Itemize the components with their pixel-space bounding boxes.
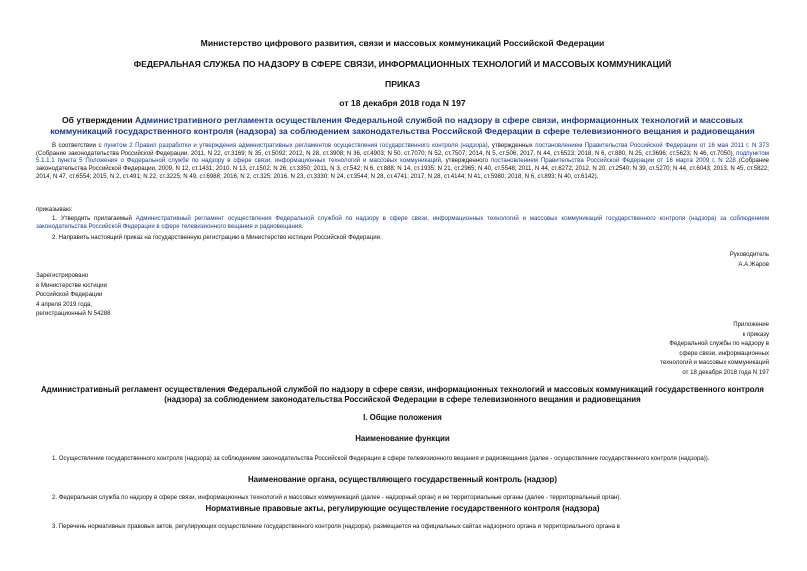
registration-line: в Министерстве юстиции [36, 281, 107, 289]
registration-line: Российской Федерации [36, 291, 103, 299]
reglament-link[interactable]: Административный регламент осуществления Федеральной службой по надзору в сфере связи, информационных технологий и массовых коммуникаций государственного контроля (надзора) за соблюдением законодательства Российской Федерации в сфере телевизионного вещания и радиовещания [36, 215, 770, 230]
rules-link[interactable]: пунктом 2 Правил разработки и утверждения административных регламентов осуществления государственного контроля (надзора) [104, 142, 488, 149]
date-number: от 18 декабря 2018 года N 197 [339, 98, 466, 108]
registration-block [36, 271, 111, 319]
preamble-text-4: , утвержденного [440, 157, 491, 165]
appendix-line: к приказу [742, 330, 769, 338]
item-2: 2. Направить настоящий приказ на государственную регистрацию в Министерство юстиции Российской Федерации. [52, 234, 382, 241]
item-1-suffix: . [301, 222, 304, 230]
reglament-title-link[interactable]: Административного регламента осуществления Федеральной службой по надзору в сфере связи, информационных технологий и массовых коммуникаций государственного контроля (надзора) за соблюдением законодательства Российской Федерации в сфере телевизионного вещания и радиовещания [50, 115, 755, 136]
resolution-373-link[interactable]: постановлением Правительства Российской Федерации от 16 мая 2011 г. N 373 [535, 142, 770, 149]
order-title-prefix: Об утверждении [61, 115, 136, 125]
resolution-228-link[interactable]: постановлением Правительства Российской Федерации от 16 марта 2009 г. N 228 [490, 157, 736, 165]
paragraph-2: 2. Федеральная служба по надзору в сфере связи, информационных технологий и массовых коммуникаций (далее - надзорный орган) и ее территориальные органы (далее - территориальный орган). [52, 494, 622, 501]
registration-line: регистрационный N 54288 [36, 310, 111, 318]
paragraph-1: 1. Осуществление государственного контроля (надзора) за соблюдением законодательства Российской Федерации в сфере телевизионного вещания и радиовещания (далее - осуществление государственного контроля (надзора)). [52, 455, 710, 462]
appendix-block [660, 320, 769, 378]
signature-name: А.А.Жаров [738, 260, 769, 268]
preamble-paragraph [36, 142, 769, 181]
signature-block [730, 250, 769, 269]
preamble-text-3: (Собрание законодательства Российской Федерации, 2011, N 22, ст.3169; N 35, ст.5092; 2012, N 28, ст.3908; N 36, ст.4903; N 50, ст.7070; N 52, ст.7507; 2014, N 5, ст.506; 2017, N 44, ст.6523; 2018, N 6, ст.880, N 25, ст.3696; ст.5623; N 46, ст.7050), [36, 149, 737, 157]
regulation-clause-link[interactable]: подпунктом 5.1.1.1 пункта 5 Положения о Федеральной службе по надзору в сфере связи, информационных технологий и массовых коммуникаций [36, 149, 769, 165]
appendix-line: Приложение [733, 321, 769, 328]
appendix-line: сфере связи, информационных [679, 349, 769, 357]
body-heading: Наименование органа, осуществляющего государственный контроль (надзор) [247, 475, 558, 484]
appendix-line: от 18 декабря 2018 года N 197 [682, 368, 769, 376]
paragraph-3: 3. Перечень нормативных правовых актов, регулирующих осуществление государственного контроля (надзора), размещается на официальных сайтах надзорного органа и территориального органа в [52, 523, 620, 530]
registration-line: 4 апреля 2019 года, [36, 300, 93, 308]
appendix-line: Федеральной службы по надзору в [669, 340, 769, 348]
signature-role: Руководитель [729, 251, 769, 258]
item-1 [36, 215, 769, 230]
registration-line: Зарегистрировано [36, 272, 89, 279]
order-word: приказываю: [36, 206, 73, 213]
preamble-text-1: В соответствии с [52, 142, 105, 149]
section-1-heading: I. Общие положения [363, 413, 442, 422]
service-heading: ФЕДЕРАЛЬНАЯ СЛУЖБА ПО НАДЗОРУ В СФЕРЕ СВЯЗИ, ИНФОРМАЦИОННЫХ ТЕХНОЛОГИЙ И МАССОВЫХ КОММУНИКАЦИЙ [133, 59, 672, 69]
doc-type-heading: ПРИКАЗ [385, 79, 420, 89]
preamble-text-2: , утвержденных [487, 142, 536, 149]
item-1-prefix: 1. Утвердить прилагаемый [52, 215, 136, 222]
order-title [36, 115, 769, 136]
function-heading: Наименование функции [355, 434, 450, 443]
preamble-text-5: (Собрание законодательства Российской Федерации, 2009, N 12, ст.1431; 2010, N 13, ст.1502; N 26, ст.3350; 2011, N 3, ст.542; N 6, ст.888; N 14, ст.1935; N 21, ст.2965; N 40, ст.5548; 2011, N 44, ст.6272; 2012, N 20, ст.2540; N 39, ст.5270; N 44, ст.6043; 2013, N 45, ст.5822; 2014, N 47, ст.6554; 2015, N 2, ст.491; N 22, ст.3225; N 49, ст.6988; 2016, N 2, ст.325; 2016, N 23, ст.3330; N 24, ст.3544; N 28, ст.4741; 2017, N 28, ст.4144; N 41, ст.5980; 2018, N 6, ст.893; N 40, ст.6142), [36, 157, 770, 180]
acts-heading: Нормативные правовые акты, регулирующие осуществление государственного контроля (надзора) [205, 504, 600, 513]
ministry-heading: Министерство цифрового развития, связи и массовых коммуникаций Российской Федерации [200, 38, 605, 48]
appendix-line: технологий и массовых коммуникаций [660, 359, 769, 367]
reglament-heading: Административный регламент осуществления Федеральной службой по надзору в сфере связи, информационных технологий и массовых коммуникаций государственного контроля (надзора) за соблюдением законодательства Российской Федерации в сфере телевизионного вещания и радиовещания [40, 385, 765, 404]
